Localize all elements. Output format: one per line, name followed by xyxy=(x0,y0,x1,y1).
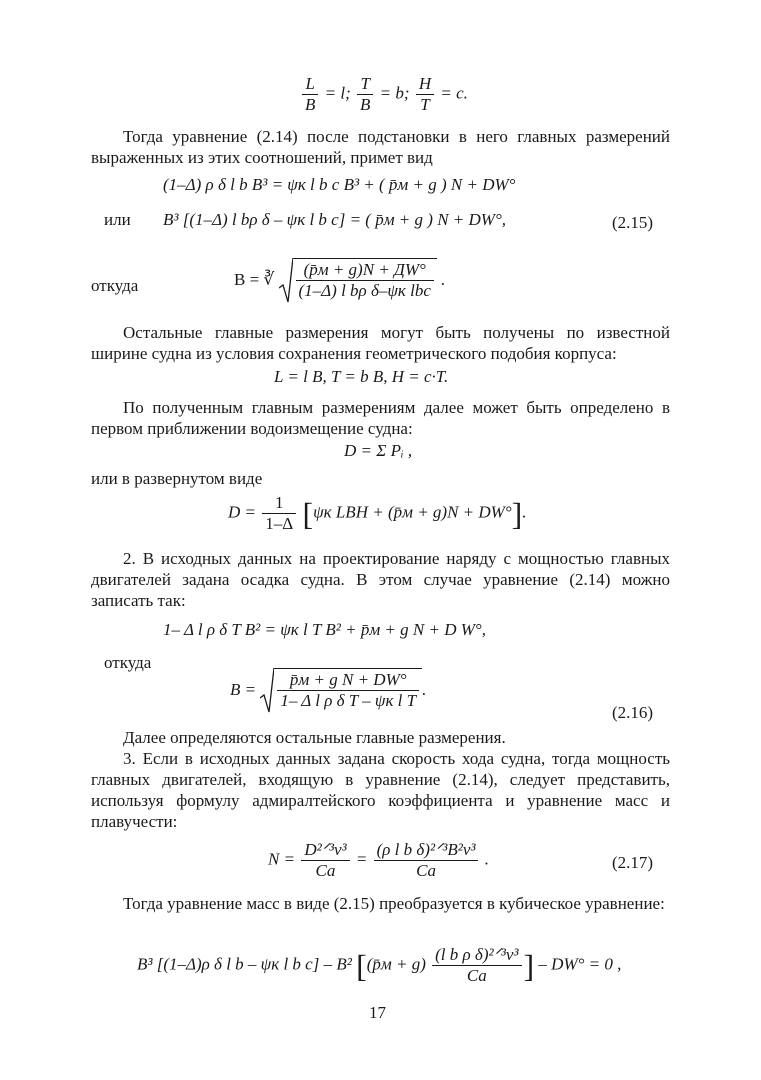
paragraph-speed-given: 3. Если в исходных данных задана скорость хода судна, тогда мощность главных двигателей, входящую в уравнение (2.14), следует представить, используя формулу адмиралтейского коэффициента и уравнение масс и плавучести: xyxy=(91,749,670,831)
equation-B1-denominator: (1–Δ) l bρ δ–ψк lbc xyxy=(298,281,431,300)
paragraph-remaining-dimensions: Остальные главные размерения могут быть получены по известной ширине судна из условия сохранения геометрического подобия корпуса: xyxy=(91,323,670,363)
equation-cubic: B³ [(1–Δ)ρ δ l b – ψк l b c] – B² [(p̄м + g) $\frac{\text{(l b ρ δ)²ᐟ³v³}}{Ca}$ ] – DW° = 0 , xyxy=(137,945,622,985)
equation-D-expanded: D = $\frac{1}{1-\Delta}$ [ψк LBH + (p̄м + g)N + DW°]. xyxy=(228,493,527,533)
equation-number-2-16: (2.16) xyxy=(612,703,654,722)
word-whence-1: откуда xyxy=(91,276,139,295)
equation-mass-1: (1–Δ) ρ δ l b B³ = ψк l b c B³ + ( p̄м + g ) N + DW° xyxy=(163,175,516,194)
equation-D-sum: D = Σ Pᵢ , xyxy=(344,441,413,460)
page-number: 17 xyxy=(369,1003,386,1022)
equation-N-frac2-den: Ca xyxy=(416,861,436,880)
equation-number-2-17: (2.17) xyxy=(612,853,654,872)
equation-cubic-left: B³ [(1–Δ)ρ δ l b – ψк l b c] – B² xyxy=(137,954,352,974)
equation-N-frac2-num: (ρ l b δ)²ᐟ³B²v³ xyxy=(374,840,479,861)
equation-cubic-mid: (p̄м + g) xyxy=(366,954,426,974)
equation-B-cuberoot: B = ∛ $\frac{(p̄м + g)N + ДW^\circ}{\text{(1–Δ) l bρ δ–ψк lbc}}$ . xyxy=(234,258,445,304)
word-or: или xyxy=(104,210,131,229)
paragraph-expanded-form: или в развернутом виде xyxy=(91,469,263,488)
equation-B2-lhs: B = xyxy=(230,679,257,699)
equation-D2-numerator: 1 xyxy=(262,493,296,514)
equation-N-frac1-den: Ca xyxy=(315,861,336,880)
equation-cubic-numerator: (l b ρ δ)²ᐟ³v³ xyxy=(432,945,521,966)
equation-B-sqrt: B = $\frac{\text{p̄м + g N + DW°}}{\text{1– Δ l ρ δ T – ψк l T}}$ . xyxy=(230,668,426,714)
word-whence-2: откуда xyxy=(104,653,152,672)
paragraph-draft-given: 2. В исходных данных на проектирование наряду с мощностью главных двигателей задана осадка судна. В этом случае уравнение (2.14) можно записать так: xyxy=(91,549,670,610)
equation-N-lhs: N = xyxy=(268,849,296,869)
paragraph-displacement: По полученным главным размерениям далее может быть определено в первом приближении водоизмещение судна: xyxy=(91,398,670,438)
equation-2-17: N = $\frac{\text{D²ᐟ³v³}}{Ca}$ = $\frac{\text{(ρ l b δ)²ᐟ³B²v³}}{Ca}$ . xyxy=(268,840,489,880)
radical-sign-icon xyxy=(279,258,293,304)
equation-D2-lhs: D = xyxy=(228,502,256,522)
equation-B1-lhs: B = ∛ xyxy=(234,269,275,289)
paragraph-cubic: Тогда уравнение масс в виде (2.15) преобразуется в кубическое уравнение: xyxy=(123,894,665,913)
paragraph-further: Далее определяются остальные главные размерения. xyxy=(123,728,506,747)
equation-B2-denominator: 1– Δ l ρ δ T – ψк l T xyxy=(280,691,417,710)
equation-B1-numerator: (p̄м + g)N + ДW° xyxy=(296,260,434,281)
equation-number-2-15: (2.15) xyxy=(612,213,654,232)
equation-2-15: B³ [(1–Δ) l bρ δ – ψк l b c] = ( p̄м + g ) N + DW°, xyxy=(163,210,506,229)
equation-cubic-denominator: Ca xyxy=(466,966,487,985)
paragraph-substitution: Тогда уравнение (2.14) после подстановки в него главных размерений выраженных из этих соотношений, примет вид xyxy=(91,127,670,167)
equation-ratios: $\frac{L}{B}$ = l; $\frac{T}{B}$ = b; $\frac{H}{T}$ = c. xyxy=(300,74,468,115)
equation-draft: 1– Δ l ρ δ T B² = ψк l T B² + p̄м + g N + D W°, xyxy=(163,620,486,639)
equation-dimensions: L = l B, T = b B, H = c·T. xyxy=(274,367,449,386)
equation-D2-bracket: ψк LBH + (p̄м + g)N + DW° xyxy=(313,502,512,522)
equation-cubic-right: – DW° = 0 , xyxy=(538,954,622,974)
equation-D2-denominator: 1–Δ xyxy=(265,514,294,533)
radical-sign-icon xyxy=(260,668,274,714)
equation-N-frac1-num: D²ᐟ³v³ xyxy=(301,840,349,861)
equation-B2-numerator: p̄м + g N + DW° xyxy=(277,670,419,691)
equation-N-equals: = xyxy=(355,849,368,869)
